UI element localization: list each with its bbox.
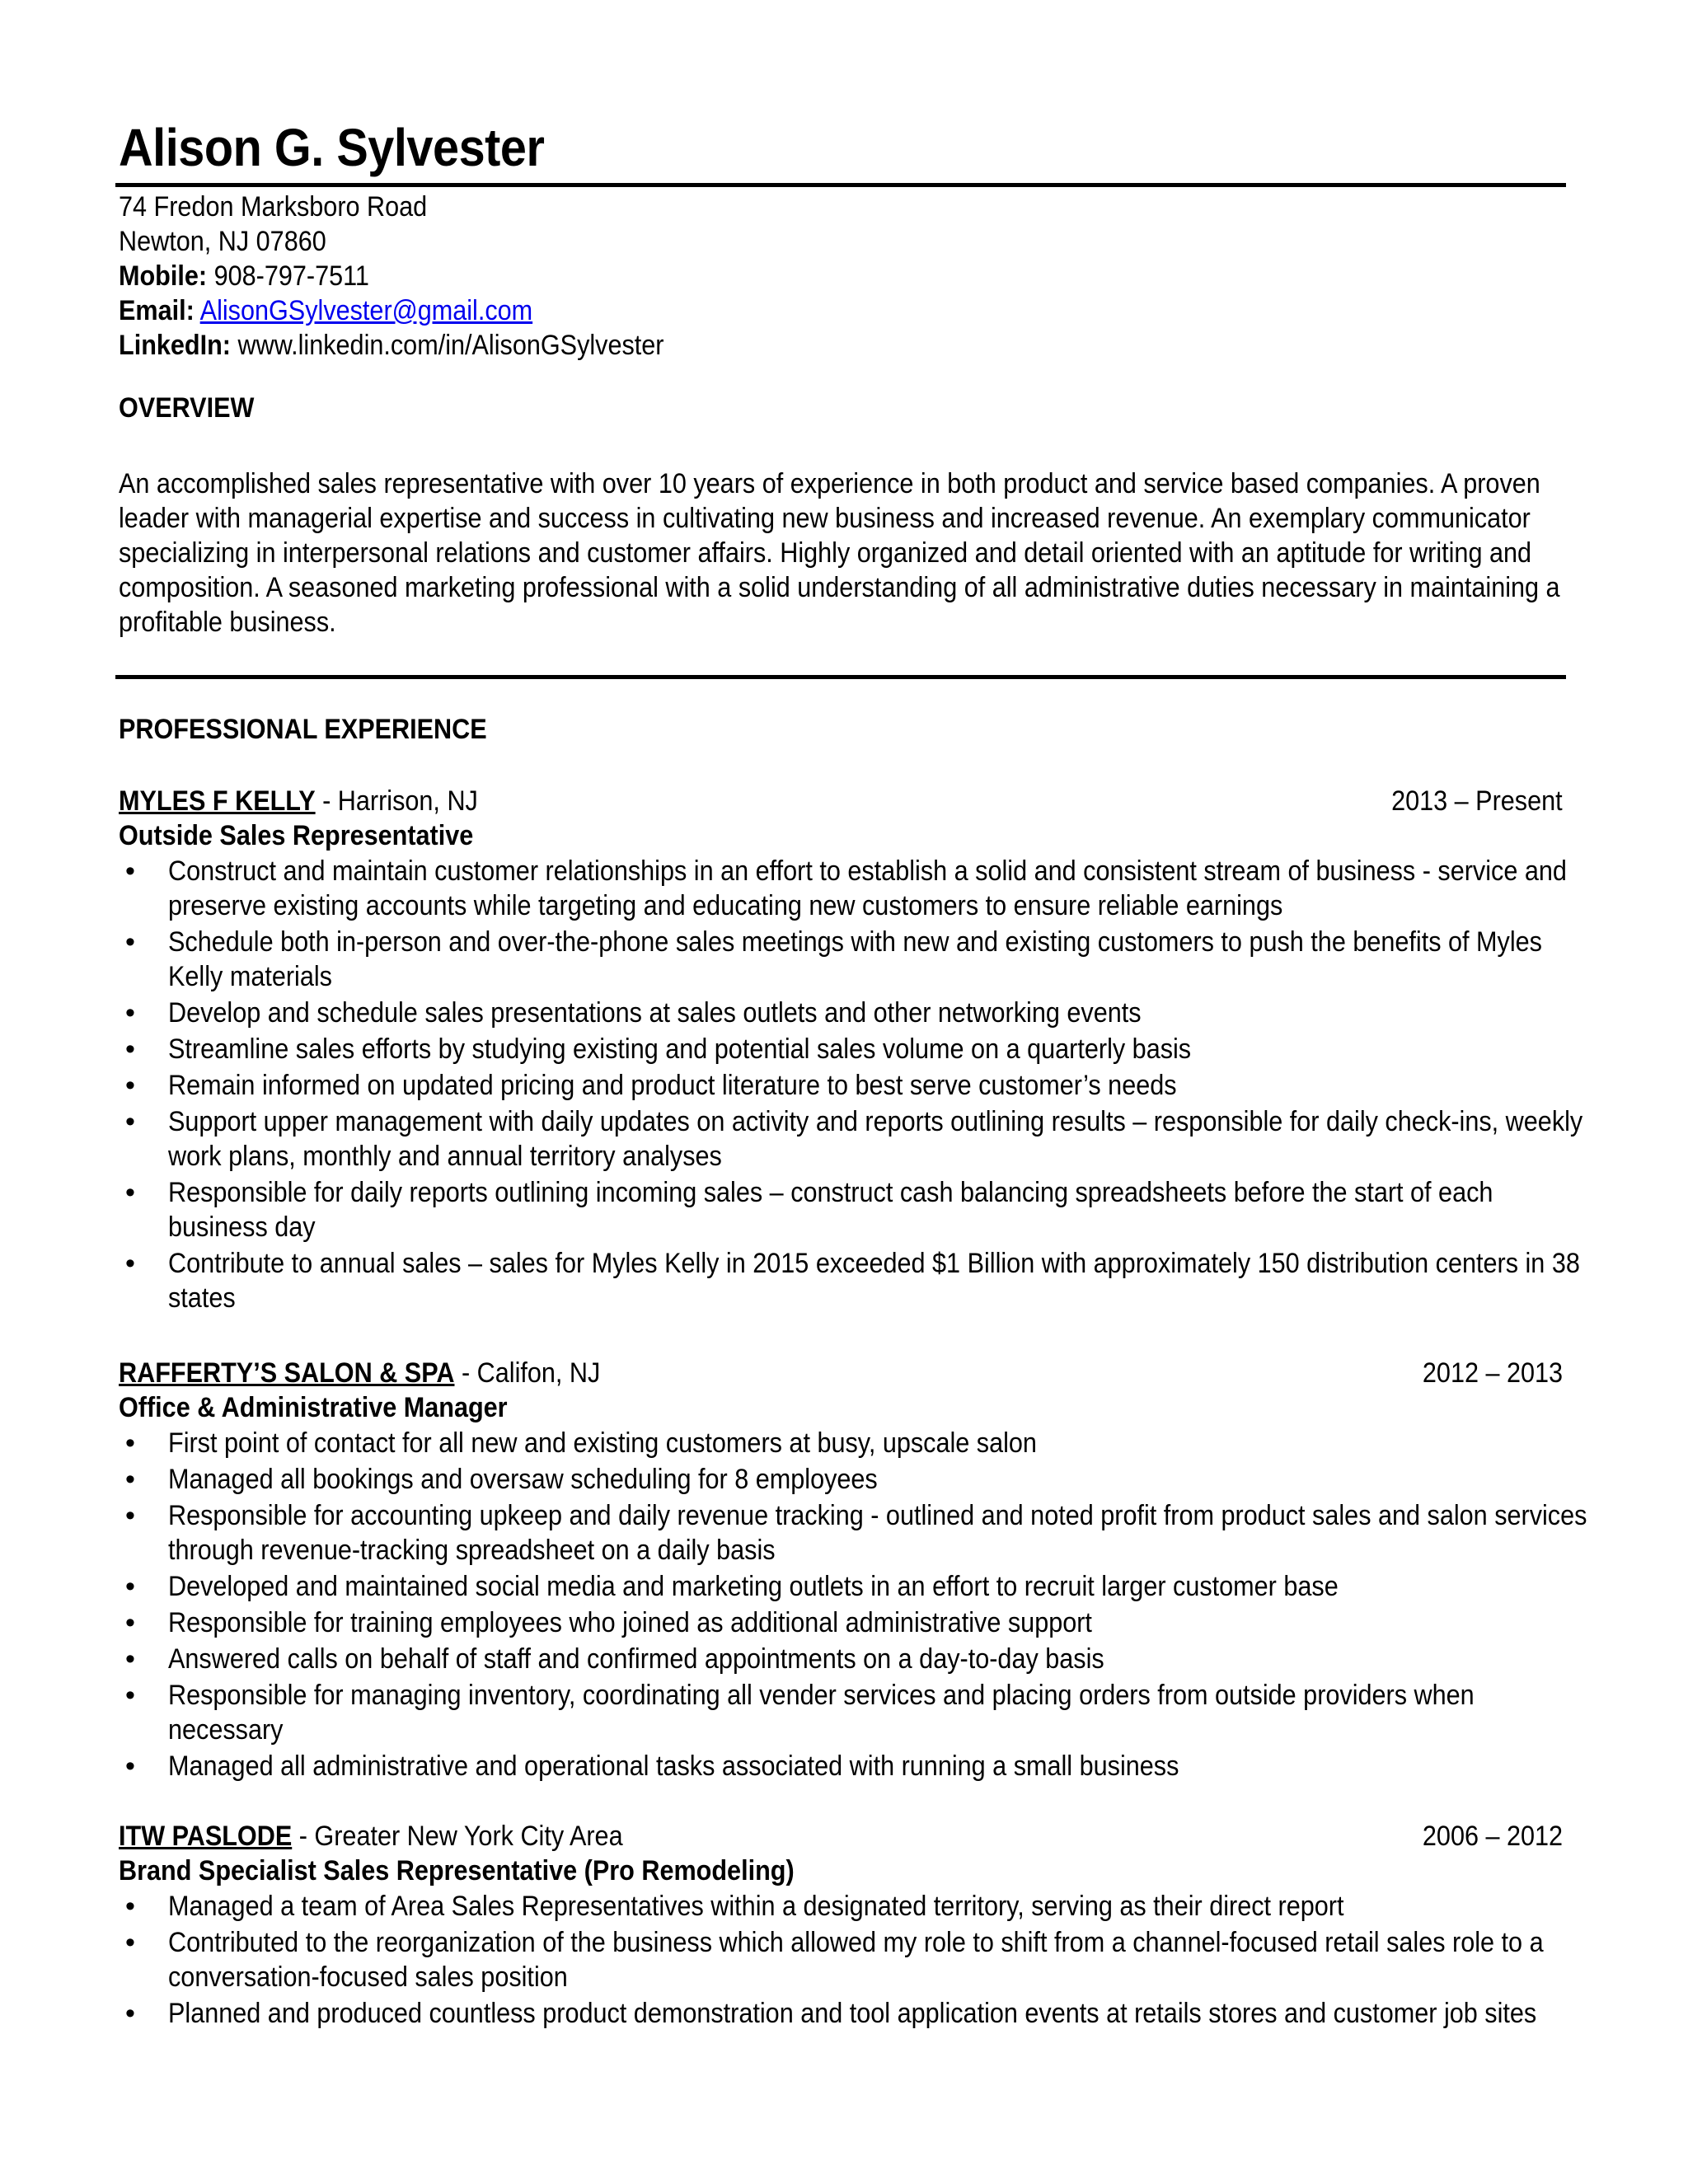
bullet-text: Contributed to the reorganization of the business which allowed my role to shift from a channel-focused retail sales role to a [168,1927,1544,1958]
bullet-item [119,854,1567,923]
bullet-text: Responsible for training employees who joined as additional administrative support [168,1607,1092,1638]
bullet-item [119,1569,1563,1604]
linkedin-url: www.linkedin.com/in/AlisonGSylvester [237,330,664,361]
email-link[interactable]: AlisonGSylvester@gmail.com [199,295,533,326]
job-company-line [119,784,478,818]
job-company-line [119,1356,600,1390]
experience-heading: PROFESSIONAL EXPERIENCE [119,714,487,745]
linkedin-label: LinkedIn: [119,330,231,361]
bullet-icon: • [125,1750,135,1782]
job-company-line [119,1819,623,1854]
bullet-text: Streamline sales efforts by studying existing and potential sales volume on a quarterly basis [168,1033,1192,1065]
bullet-icon: • [125,1464,135,1495]
mobile-line [119,259,664,293]
mobile-label: Mobile: [119,260,208,292]
job-entry-itw-paslode [119,1819,1563,2032]
bullet-text: Responsible for accounting upkeep and daily revenue tracking - outlined and noted profit from product sales and salon services [168,1500,1587,1531]
bullet-item [119,1246,1580,1315]
bullet-icon: • [125,1680,135,1711]
bullet-icon: • [125,1643,135,1675]
mobile-number: 908-797-7511 [213,260,369,292]
bullet-icon: • [125,1106,135,1137]
company-location: - Greater New York City Area [292,1821,623,1852]
bullet-item [119,1498,1587,1568]
bullet-item [119,1642,1563,1676]
contact-block [119,190,664,363]
bullet-text: Answered calls on behalf of staff and confirmed appointments on a day-to-day basis [168,1643,1104,1675]
bullet-text: Managed all bookings and oversaw scheduling for 8 employees [168,1464,878,1495]
job-bullets [119,1426,1587,1783]
linkedin-line [119,328,664,363]
bullet-icon: • [125,926,135,958]
address-line-1: 74 Fredon Marksboro Road [119,191,428,223]
bullet-text: Support upper management with daily updates on activity and reports outlining results – responsible for daily check-ins, weekly [168,1106,1583,1137]
bullet-icon: • [125,1070,135,1101]
email-line [119,293,664,328]
bullet-icon: • [125,1927,135,1958]
job-header [119,1819,1563,1854]
job-title: Office & Administrative Manager [119,1392,508,1423]
job-bullets [119,1889,1563,2031]
address-line-2: Newton, NJ 07860 [119,226,326,257]
job-title: Brand Specialist Sales Representative (Pro Remodeling) [119,1855,795,1886]
job-header [119,1356,1563,1390]
bullet-text: Construct and maintain customer relationships in an effort to establish a solid and consistent stream of business - service and [168,855,1567,887]
bullet-text: Responsible for daily reports outlining incoming sales – construct cash balancing spreadsheets before the start of each [168,1177,1493,1208]
bullet-item [119,1749,1563,1783]
job-header [119,784,1563,818]
bullet-text: states [168,1282,236,1314]
job-title: Outside Sales Representative [119,820,474,851]
bullet-text: Contribute to annual sales – sales for Myles Kelly in 2015 exceeded $1 Billion with approximately 150 distribution centers in 38 [168,1248,1580,1279]
overview-line: composition. A seasoned marketing professional with a solid understanding of all administrative duties necessary in maintaining a [119,572,1560,603]
bullet-text: Develop and schedule sales presentations at sales outlets and other networking events [168,997,1142,1029]
bullet-text: Planned and produced countless product demonstration and tool application events at retails stores and customer job sites [168,1998,1537,2029]
bullet-item [119,1996,1563,2031]
header-divider [115,183,1566,187]
bullet-item [119,1032,1563,1066]
bullet-text: Responsible for managing inventory, coordinating all vender services and placing orders from outside providers when [168,1680,1475,1711]
overview-heading: OVERVIEW [119,392,255,424]
bullet-text: work plans, monthly and annual territory analyses [168,1141,722,1172]
bullet-text: conversation-focused sales position [168,1961,568,1993]
overview-line: specializing in interpersonal relations and customer affairs. Highly organized and detail oriented with an aptitude for writing and [119,537,1532,569]
bullet-icon: • [125,1427,135,1459]
email-label: Email: [119,295,195,326]
bullet-text: Schedule both in-person and over-the-phone sales meetings with new and existing customers to push the benefits of Myles [168,926,1542,958]
bullet-text: business day [168,1212,316,1243]
bullet-text: Developed and maintained social media and marketing outlets in an effort to recruit larger customer base [168,1571,1339,1602]
bullet-icon: • [125,1607,135,1638]
job-entry-myles-f-kelly [119,784,1583,1317]
bullet-icon: • [125,997,135,1029]
bullet-item [119,925,1563,994]
bullet-item [119,1068,1563,1103]
overview-paragraph [119,466,1560,640]
bullet-text: preserve existing accounts while targeting and educating new customers to ensure reliable earnings [168,890,1283,921]
section-divider [115,675,1566,679]
job-bullets [119,854,1583,1315]
bullet-item [119,1426,1563,1460]
bullet-icon: • [125,855,135,887]
job-dates: 2013 – Present [1391,785,1563,817]
bullet-item [119,996,1563,1030]
bullet-item [119,1605,1563,1640]
bullet-text: Managed all administrative and operational tasks associated with running a small business [168,1750,1179,1782]
bullet-item [119,1175,1563,1244]
job-dates: 2006 – 2012 [1422,1821,1563,1852]
job-entry-raffertys-salon [119,1356,1587,1785]
bullet-text: Remain informed on updated pricing and product literature to best serve customer’s needs [168,1070,1177,1101]
bullet-icon: • [125,1177,135,1208]
company-location: - Harrison, NJ [315,785,478,817]
bullet-icon: • [125,1571,135,1602]
job-dates: 2012 – 2013 [1422,1357,1563,1389]
bullet-text: Managed a team of Area Sales Representatives within a designated territory, serving as their direct report [168,1891,1344,1922]
company-location: - Califon, NJ [454,1357,601,1389]
company-name: ITW PASLODE [119,1821,293,1852]
overview-line: leader with managerial expertise and success in cultivating new business and increased revenue. An exemplary communicator [119,503,1531,534]
overview-line: An accomplished sales representative with over 10 years of experience in both product and service based companies. A proven [119,468,1540,499]
bullet-icon: • [125,1998,135,2029]
bullet-item [119,1678,1563,1747]
company-name: RAFFERTY’S SALON & SPA [119,1357,455,1389]
candidate-name: Alison G. Sylvester [119,118,545,177]
bullet-icon: • [125,1248,135,1279]
company-name: MYLES F KELLY [119,785,316,817]
bullet-text: First point of contact for all new and existing customers at busy, upscale salon [168,1427,1037,1459]
bullet-icon: • [125,1500,135,1531]
bullet-text: through revenue-tracking spreadsheet on a daily basis [168,1535,776,1566]
bullet-item [119,1104,1583,1174]
bullet-icon: • [125,1033,135,1065]
bullet-item [119,1889,1563,1924]
bullet-icon: • [125,1891,135,1922]
bullet-text: necessary [168,1714,284,1746]
bullet-item [119,1462,1563,1497]
overview-line: profitable business. [119,607,336,638]
bullet-text: Kelly materials [168,961,332,992]
bullet-item [119,1925,1563,1994]
